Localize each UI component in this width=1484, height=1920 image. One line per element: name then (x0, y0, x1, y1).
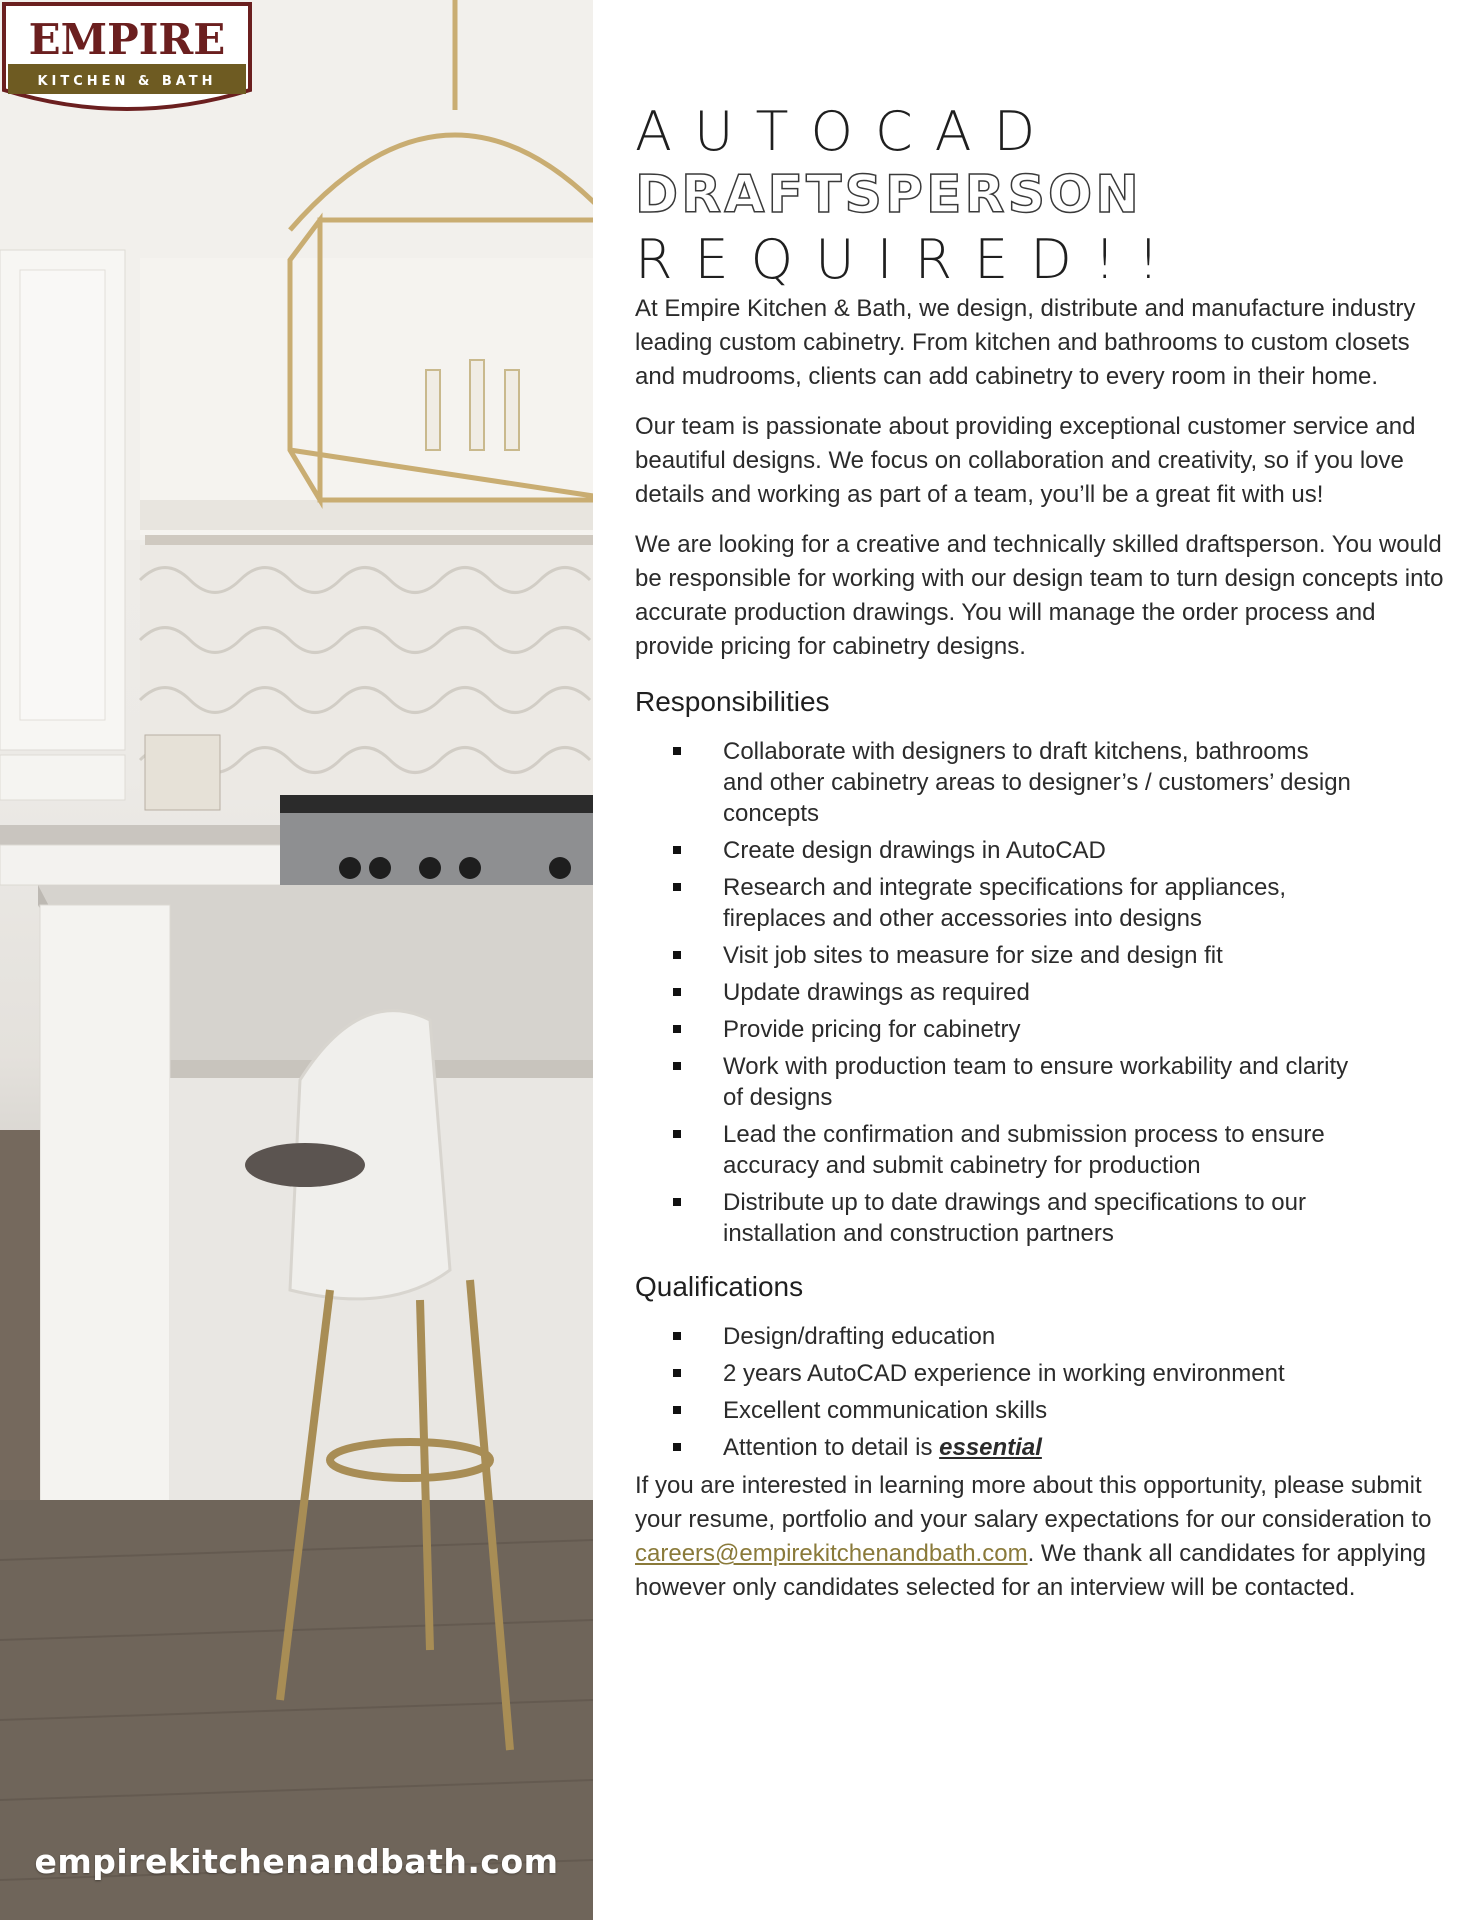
responsibility-text: Update drawings as required (723, 979, 1030, 1006)
careers-email-link[interactable]: careers@empirekitchenandbath.com (635, 1540, 1028, 1567)
bullet-icon (673, 1198, 681, 1206)
kitchen-illustration (0, 0, 593, 1920)
bullet-icon (673, 1369, 681, 1377)
responsibility-text: Create design drawings in AutoCAD (723, 837, 1106, 864)
responsibility-text: Visit job sites to measure for size and design fit (723, 942, 1223, 969)
list-item (673, 1432, 1351, 1463)
responsibility-text: Research and integrate specifications for appliances, fireplaces and other accessories into designs (723, 874, 1286, 932)
qualifications-heading: Qualifications (635, 1271, 804, 1302)
intro-paragraph: At Empire Kitchen & Bath, we design, distribute and manufacture industry leading custom cabinetry. From kitchen and bathrooms to custom closets and mudrooms, clients can add cabinetry to every room in their home. (635, 295, 1416, 390)
bullet-icon (673, 1406, 681, 1414)
website-url[interactable]: empirekitchenandbath.com (34, 1842, 559, 1881)
list-item (673, 1119, 1351, 1181)
responsibility-text: Provide pricing for cabinetry (723, 1016, 1021, 1043)
qualification-text: Design/drafting education (723, 1323, 996, 1350)
list-item (673, 736, 1351, 829)
closing-paragraph (635, 1469, 1445, 1605)
job-posting (635, 100, 1445, 1621)
bullet-icon (673, 988, 681, 996)
looking-paragraph: We are looking for a creative and technically skilled draftsperson. You would be responsible for working with our design team to turn design concepts into accurate production drawings. You will manage the order process and provide pricing for cabinetry designs. (635, 531, 1444, 660)
qualification-text: Excellent communication skills (723, 1397, 1048, 1424)
list-item (673, 1321, 1351, 1352)
qualification-text: 2 years AutoCAD experience in working environment (723, 1360, 1285, 1387)
title-draftsperson: DRAFTSPERSON (635, 165, 1142, 225)
closing-text-before: If you are interested in learning more about this opportunity, please submit your resume, portfolio and your salary expectations for our consideration to (635, 1472, 1432, 1533)
svg-text:EMPIRE: EMPIRE (28, 15, 226, 64)
team-paragraph: Our team is passionate about providing exceptional customer service and beautiful designs. We focus on collaboration and creativity, so if you love details and working as part of a team, you’ll be a great fit with us! (635, 413, 1416, 508)
responsibilities-list (635, 736, 1445, 1249)
list-item (673, 1014, 1351, 1045)
responsibility-text: Distribute up to date drawings and specifications to our installation and construction partners (723, 1189, 1306, 1247)
bullet-icon (673, 951, 681, 959)
qualification-emphasis: essential (939, 1434, 1042, 1461)
responsibility-text: Lead the confirmation and submission process to ensure accuracy and submit cabinetry for production (723, 1121, 1325, 1179)
bullet-icon (673, 846, 681, 854)
title-autocad: AUTOCAD (635, 100, 1058, 163)
list-item (673, 1358, 1351, 1389)
bullet-icon (673, 747, 681, 755)
bullet-icon (673, 1443, 681, 1451)
bullet-icon (673, 1062, 681, 1070)
bullet-icon (673, 1332, 681, 1340)
list-item (673, 977, 1351, 1008)
bullet-icon (673, 1130, 681, 1138)
list-item (673, 1395, 1351, 1426)
bullet-icon (673, 1025, 681, 1033)
bullet-icon (673, 883, 681, 891)
list-item (673, 835, 1351, 866)
responsibility-text: Work with production team to ensure workability and clarity of designs (723, 1053, 1349, 1111)
qualification-text: Attention to detail is (723, 1434, 940, 1461)
kitchen-photo (0, 0, 593, 1920)
svg-text:KITCHEN & BATH: KITCHEN & BATH (37, 74, 217, 89)
list-item (673, 940, 1351, 971)
list-item (673, 1187, 1351, 1249)
responsibilities-heading: Responsibilities (635, 686, 830, 717)
empire-logo (0, 0, 254, 128)
closing-text-after: . We thank all candidates for applying however only candidates selected for an interview will be contacted. (635, 1540, 1427, 1601)
responsibility-text: Collaborate with designers to draft kitchens, bathrooms and other cabinetry areas to designer’s / customers’ design concepts (723, 738, 1351, 827)
title-required: REQUIRED!! (635, 228, 1182, 291)
list-item (673, 872, 1351, 934)
qualifications-list (635, 1321, 1445, 1463)
list-item (673, 1051, 1351, 1113)
